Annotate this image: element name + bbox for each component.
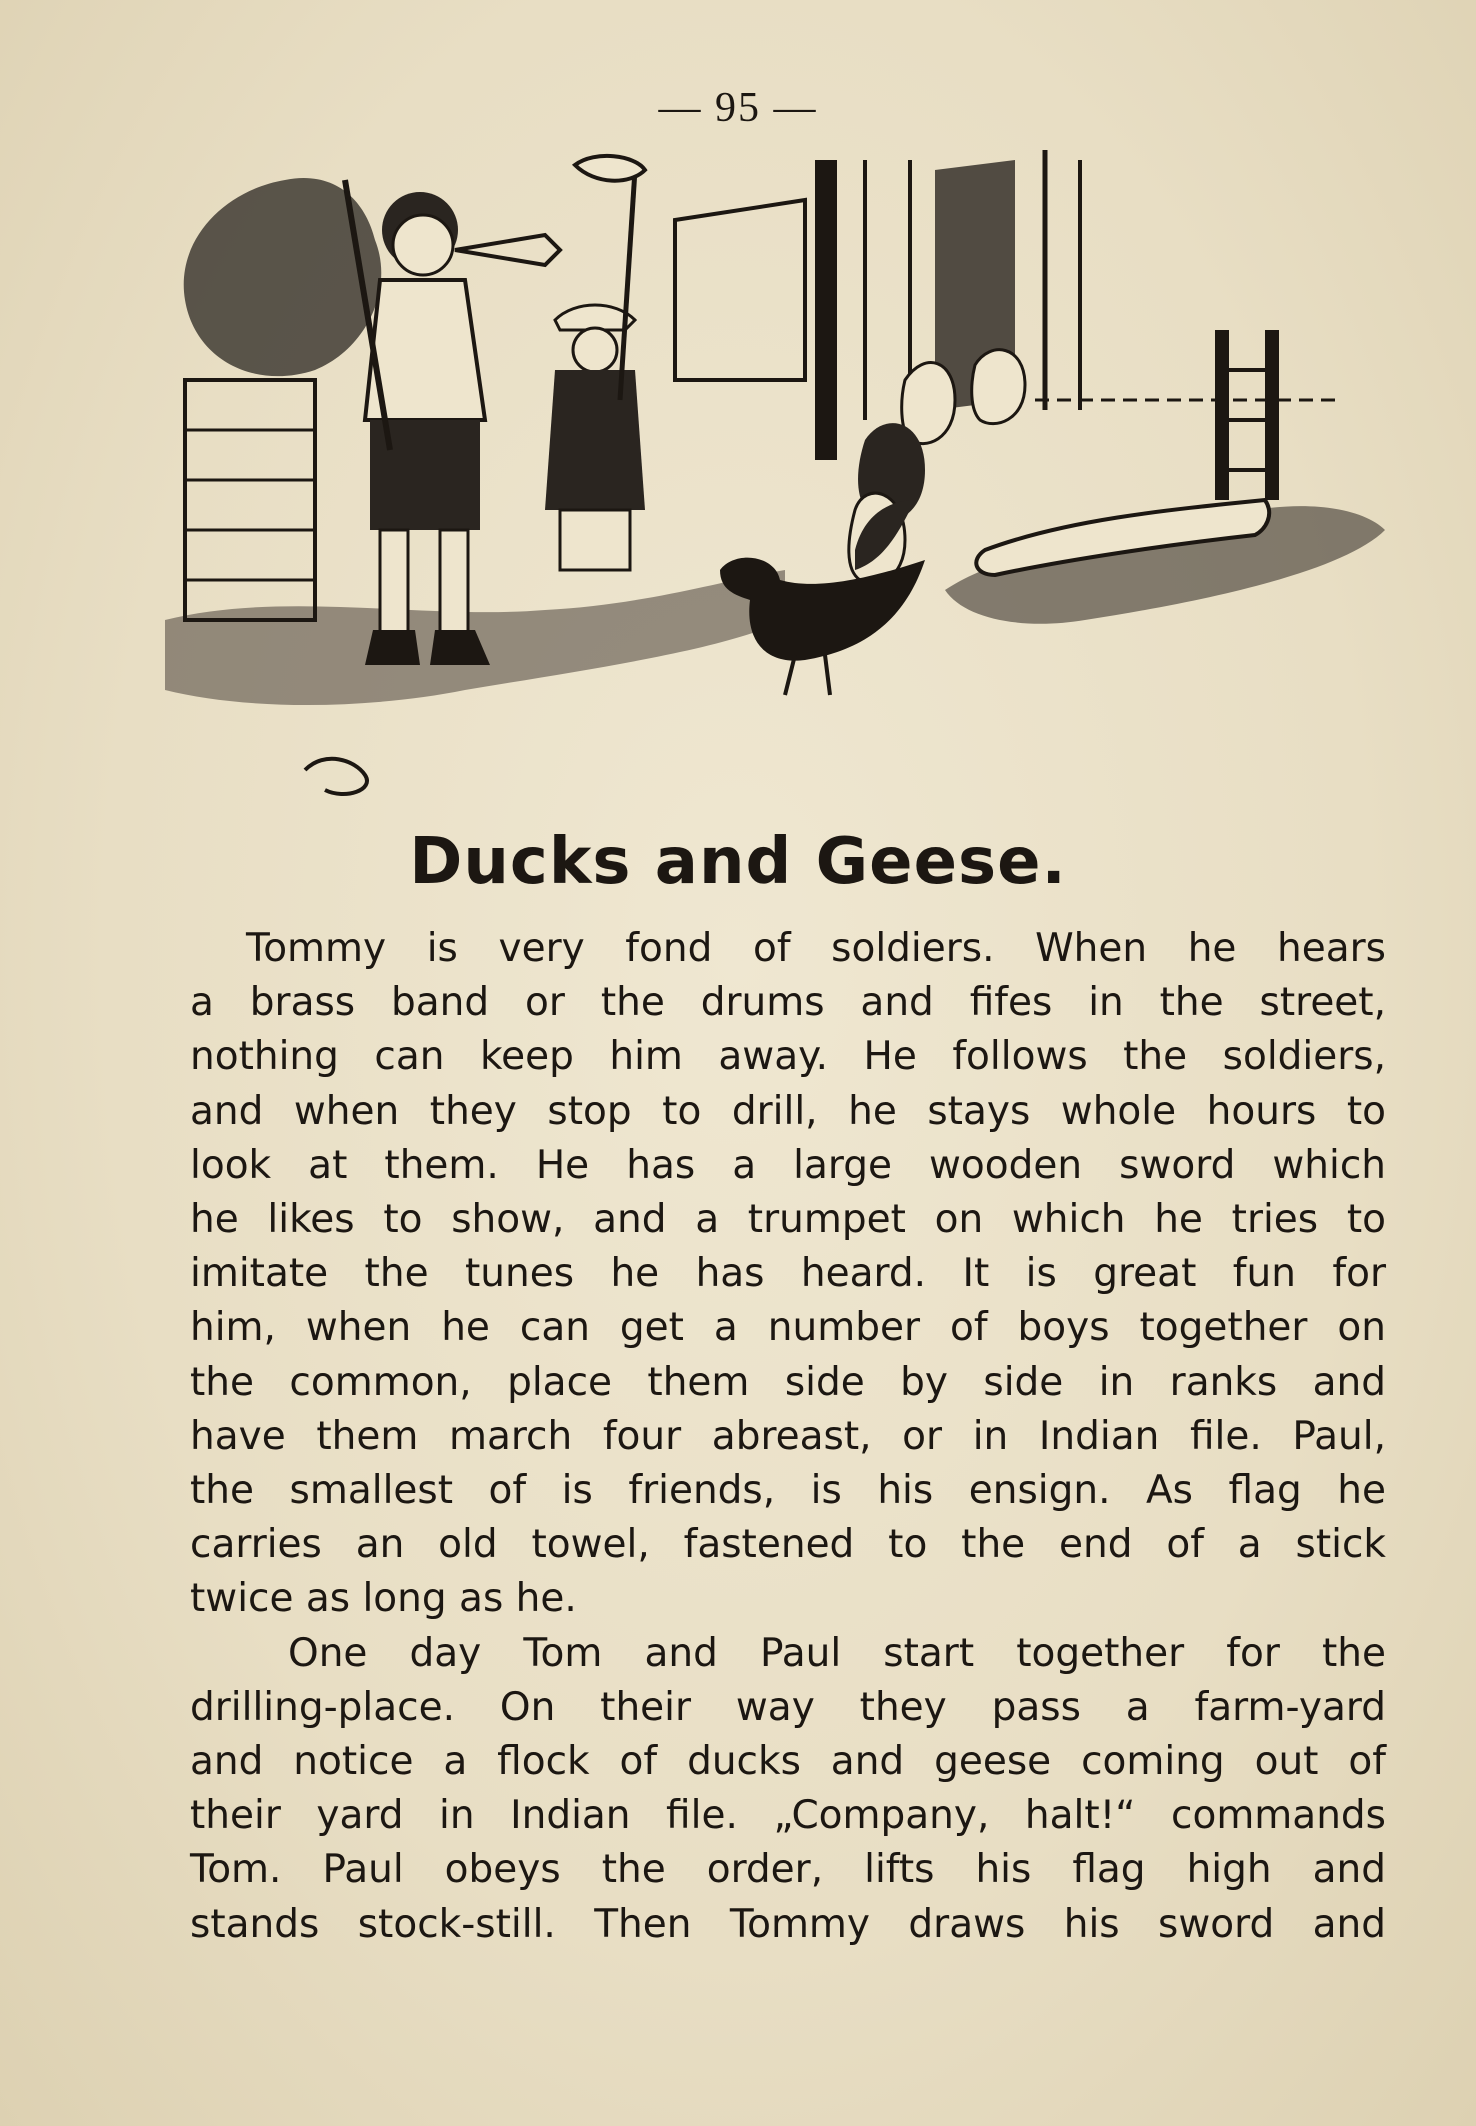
page-number: — 95 — xyxy=(658,85,818,131)
text-line: carries an old towel, fastened to the end of a stick xyxy=(190,1522,1386,1568)
text-line: drilling-place. On their way they pass a farm-yard xyxy=(190,1684,1386,1730)
text-line: a brass band or the drums and fifes in the street, xyxy=(190,980,1386,1026)
text-line: their yard in Indian file. „Company, halt!“ commands xyxy=(190,1793,1386,1839)
text-line: One day Tom and Paul start together for the xyxy=(288,1630,1386,1676)
text-line: the smallest of is friends, is his ensign. As flag he xyxy=(190,1468,1386,1514)
boys-and-ducks-illustration xyxy=(165,150,1395,820)
text-line: he likes to show, and a trumpet on which he tries to xyxy=(190,1197,1386,1243)
text-line: twice as long as he. xyxy=(190,1576,577,1622)
text-line: stands stock-still. Then Tommy draws his sword and xyxy=(190,1901,1386,1947)
text-line: Tommy is very fond of soldiers. When he hears xyxy=(246,926,1386,971)
story-title: Ducks and Geese. xyxy=(409,825,1067,899)
text-line: him, when he can get a number of boys together on xyxy=(190,1305,1386,1351)
text-line: nothing can keep him away. He follows the soldiers, xyxy=(190,1034,1386,1080)
text-line: look at them. He has a large wooden sword which xyxy=(190,1142,1386,1188)
text-line: the common, place them side by side in ranks and xyxy=(190,1359,1386,1405)
story-text xyxy=(190,922,1386,1952)
text-line: Tom. Paul obeys the order, lifts his flag high and xyxy=(190,1847,1386,1893)
text-line: have them march four abreast, or in Indian file. Paul, xyxy=(190,1413,1386,1459)
text-line: imitate the tunes he has heard. It is great fun for xyxy=(190,1251,1386,1297)
text-line: and notice a flock of ducks and geese coming out of xyxy=(190,1739,1386,1785)
text-line: and when they stop to drill, he stays whole hours to xyxy=(190,1088,1386,1134)
